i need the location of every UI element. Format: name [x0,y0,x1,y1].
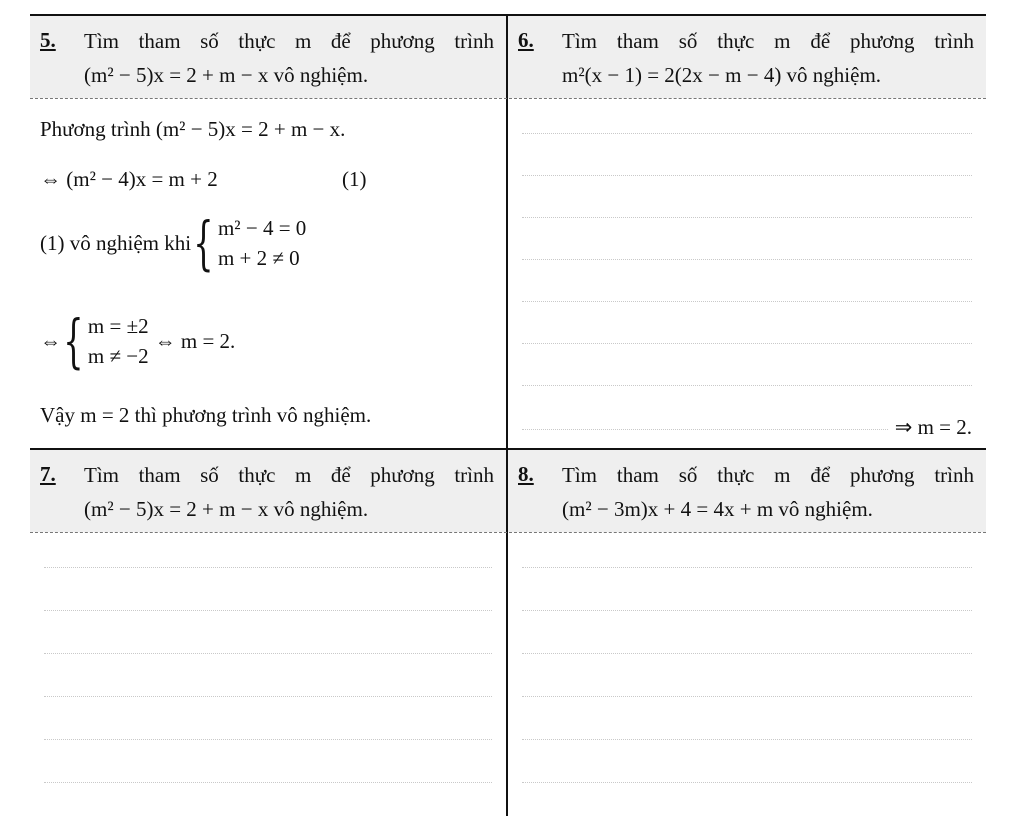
worksheet [30,14,986,816]
solution-5 [30,99,506,448]
writing-line [522,259,972,260]
system-line: m = ±2 [87,314,149,338]
writing-line [522,610,972,611]
solution-line: Phương trình (m² − 5)x = 2 + m − x. [40,117,346,141]
writing-line [44,567,492,568]
writing-line [522,567,972,568]
brace-icon: { [193,209,214,277]
system-result: ⇔ m = 2. [154,328,236,353]
answer-area-8 [508,533,986,816]
writing-line [522,385,972,386]
writing-line [44,696,492,697]
problem-5-header [30,16,506,98]
writing-line [522,217,972,218]
condition-system [40,209,307,277]
answer-area-6 [508,99,986,448]
writing-line [522,301,972,302]
system-line: m + 2 ≠ 0 [217,246,300,270]
problem-8-header [508,450,986,532]
problem-equation: (m² − 5)x = 2 + m − x vô nghiệm. [84,63,369,87]
problem-equation: (m² − 3m)x + 4 = 4x + m vô nghiệm. [562,497,873,521]
writing-line [522,739,972,740]
problem-6-header [508,16,986,98]
problem-7-header [30,450,506,532]
answer-area-7 [30,533,506,816]
problem-equation: m²(x − 1) = 2(2x − m − 4) vô nghiệm. [562,63,882,87]
writing-line [44,782,492,783]
problem-number: 7. [40,462,56,486]
system-line: m ≠ −2 [87,344,149,368]
solved-system [40,307,236,375]
equation-tag: (1) [342,167,367,191]
system-line: m² − 4 = 0 [217,216,307,240]
problem-number: 6. [518,28,534,52]
writing-line [522,133,972,134]
problem-text: Tìm tham số thực m để phương trình [84,463,494,487]
equivalence-symbol: ⇔ [40,328,61,353]
writing-line [522,696,972,697]
solution-line: ⇔ (m² − 4)x = m + 2 [40,167,218,191]
writing-line [44,739,492,740]
system-label: (1) vô nghiệm khi [40,230,192,255]
writing-line [44,653,492,654]
writing-line [522,343,972,344]
writing-line [522,782,972,783]
answer-6: ⇒ m = 2. [889,415,972,440]
problem-text: Tìm tham số thực m để phương trình [562,29,974,53]
brace-icon: { [63,307,84,375]
writing-line [522,175,972,176]
writing-line [44,610,492,611]
conclusion: Vậy m = 2 thì phương trình vô nghiệm. [40,403,372,427]
writing-line [522,653,972,654]
problem-number: 8. [518,462,534,486]
problem-number: 5. [40,28,56,52]
problem-text: Tìm tham số thực m để phương trình [84,29,494,53]
problem-text: Tìm tham số thực m để phương trình [562,463,974,487]
problem-equation: (m² − 5)x = 2 + m − x vô nghiệm. [84,497,369,521]
